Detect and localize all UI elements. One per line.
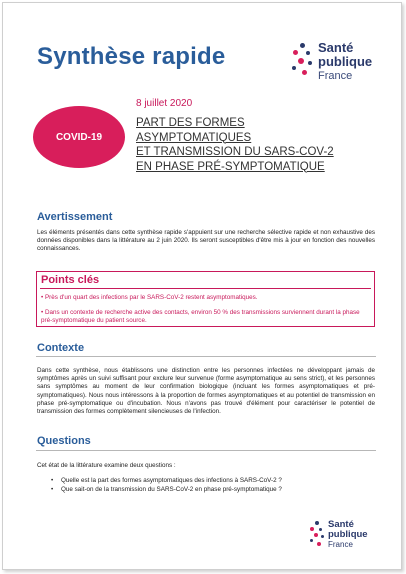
list-item: • Quelle est la part des formes asymptomatiques des infections à SARS-CoV-2 ? (61, 477, 282, 486)
logo-text: Santé publique France (328, 519, 368, 549)
logo-dot-icon (310, 527, 314, 531)
questions-list (61, 477, 282, 494)
questions-intro: Cet état de la littérature examine deux questions : (37, 462, 176, 469)
logo-dot-icon (292, 66, 296, 70)
logo-dot-icon (298, 58, 304, 64)
key-points-box (36, 271, 375, 327)
logo-text: Santé publique France (318, 40, 373, 82)
logo-dot-icon (315, 521, 319, 525)
divider (40, 288, 371, 289)
context-heading: Contexte (37, 342, 85, 354)
covid-badge: COVID-19 (33, 106, 125, 168)
santepubliquefrance-logo (290, 41, 380, 85)
logo-dot-icon (308, 61, 312, 65)
divider (36, 356, 376, 357)
key-point-item: • Près d'un quart des infections par le SARS-CoV-2 restent asymptomatiques. (41, 294, 258, 301)
logo-dot-icon (319, 528, 322, 531)
key-points-heading: Points clés (41, 274, 100, 286)
document-subtitle: PART DES FORMES ASYMPTOMATIQUES ET TRANSMISSION DU SARS-COV-2 EN PHASE PRÉ-SYMPTOMATIQUE (136, 117, 334, 173)
logo-dot-icon (293, 50, 298, 55)
logo-dot-icon (314, 533, 318, 537)
publication-date: 8 juillet 2020 (136, 98, 193, 109)
logo-dot-icon (310, 539, 313, 542)
list-item: • Que sait-on de la transmission du SARS-CoV-2 en phase pré-symptomatique ? (61, 486, 282, 495)
logo-dot-icon (321, 535, 324, 538)
logo-dot-icon (317, 542, 321, 546)
logo-dot-icon (306, 51, 310, 55)
questions-heading: Questions (37, 435, 91, 447)
context-text: Dans cette synthèse, nous établissons une distinction entre les personnes infectées ne développant jamais de symptômes après un suivi suffisant pour exclure leur survenue (forme asymptomatique au sens strict), et les personnes sans symptômes au moment de leur confirmation biologique (incluant les formes asymptomatiques et pré-symptomatiques). Nous nous intéressons à la proportion de formes asymptomatiques et au potentiel de transmission en phase pré-symptomatique ou d'incubation. Nous n'avons pas trouvé d'élément pour caractériser le potentiel de transmission des formes complètement silencieuses de l'infection. (37, 367, 375, 416)
warning-text: Les éléments présentés dans cette synthèse rapide s'appuient sur une recherche sélective rapide et non exhaustive des données disponibles dans la littérature au 2 juin 2020. Ils seront susceptibles d'être mis à jour en fonction des nouvelles connaissances. (37, 229, 375, 253)
logo-dot-icon (302, 70, 307, 75)
key-point-item: • Dans un contexte de recherche active des contacts, environ 50 % des transmissions surviennent durant la phase pré-symptomatique du patient source. (41, 309, 360, 325)
page-title: Synthèse rapide (37, 43, 226, 70)
divider (36, 450, 376, 451)
warning-heading: Avertissement (37, 211, 113, 223)
footer-logo (308, 520, 378, 556)
document-page (2, 2, 402, 570)
logo-dot-icon (300, 43, 305, 48)
